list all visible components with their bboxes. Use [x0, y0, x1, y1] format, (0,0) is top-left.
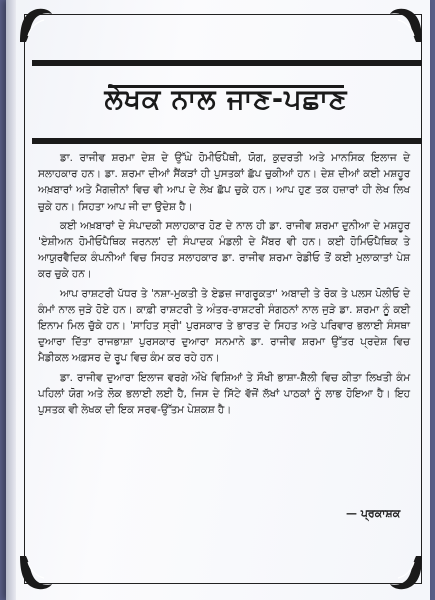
page-title: ਲੇਖਕ ਨਾਲ ਜਾਣ-ਪਛਾਣ — [46, 70, 406, 130]
publisher-signature: — ਪ੍ਰਕਾਸ਼ਕ — [346, 507, 401, 520]
title-rule-top — [32, 60, 422, 66]
book-page — [6, 0, 430, 600]
corner-flourish-icon — [386, 6, 426, 46]
paragraph: ਡਾ. ਰਾਜੀਵ ਦੁਆਰਾ ਇਲਾਜ ਵਰਗੇ ਔਖੇ ਵਿਸ਼ਿਆਂ ਤੇ ਸੌਖੀ ਭਾਸ਼ਾ-ਸ਼ੈਲੀ ਵਿਚ ਕੀਤਾ ਲਿਖਤੀ ਕੰਮ ਪਹਿਲਾਂ ਯੋਗ ਅਤੇ ਲੋਕ ਭਲਾਈ ਲਈ ਹੈ, ਜਿਸ ਦੇ ਸਿੱਟੇ ਵੱਜੋਂ ਲੱਖਾਂ ਪਾਠਕਾਂ ਨੂੰ ਲਾਭ ਹੋਇਆ ਹੈ। ਇਹ ਪੁਸਤਕ ਵੀ ਲੇਖਕ ਦੀ ਇਕ ਸਰਵ-ਉੱਤਮ ਪੇਸ਼ਕਸ਼ ਹੈ। — [38, 371, 410, 417]
corner-flourish-icon — [386, 552, 426, 592]
corner-flourish-icon — [16, 552, 56, 592]
corner-flourish-icon — [16, 6, 56, 46]
title-rule-bottom — [32, 138, 422, 144]
page-spine-shadow — [6, 0, 16, 600]
paragraph: ਕਈ ਅਖ਼ਬਾਰਾਂ ਦੇ ਸੰਪਾਦਕੀ ਸਲਾਹਕਾਰ ਹੋਣ ਦੇ ਨਾਲ ਹੀ ਡਾ. ਰਾਜੀਵ ਸ਼ਰਮਾ ਦੁਨੀਆ ਦੇ ਮਸ਼ਹੂਰ 'ਏਸ਼ੀਅਨ ਹੋਮੀਓਪੈਥਿਕ ਜਰਨਲ' ਦੀ ਸੰਪਾਦਕ ਮੰਡਲੀ ਦੇ ਮੈਂਬਰ ਵੀ ਹਨ। ਕਈ ਹੋਮਿਓਪੈਥਿਕ ਤੇ ਆਯੁਰਵੈਦਿਕ ਕੰਪਨੀਆਂ ਵਿਚ ਸਿਹਤ ਸਲਾਹਕਾਰ ਡਾ. ਰਾਜੀਵ ਸ਼ਰਮਾ ਰੇਡੀਓ ਤੋਂ ਕਈ ਮੁਲਾਕਾਤਾਂ ਪੇਸ਼ ਕਰ ਚੁਕੇ ਹਨ। — [38, 219, 410, 281]
paragraph: ਆਪ ਰਾਸ਼ਟਰੀ ਪੱਧਰ ਤੇ 'ਨਸ਼ਾ-ਮੁਕਤੀ ਤੇ ਏਡਜ਼ ਜਾਗਰੂਕਤਾ' ਅਬਾਦੀ ਤੇ ਰੋਕ ਤੇ ਪਲਸ ਪੋਲੀਓ ਦੇ ਕੰਮਾਂ ਨਾਲ ਜੁੜੇ ਹੋਏ ਹਨ। ਕਾਫ਼ੀ ਰਾਸ਼ਟਰੀ ਤੇ ਅੰਤਰ-ਰਾਸ਼ਟਰੀ ਸੰਗਠਨਾਂ ਨਾਲ ਜੁੜੇ ਡਾ. ਸ਼ਰਮਾ ਨੂੰ ਕਈ ਇਨਾਮ ਮਿਲ ਚੁੱਕੇ ਹਨ। 'ਸਾਹਿਤ ਸ੍ਰੀ' ਪੁਰਸਕਾਰ ਤੇ ਭਾਰਤ ਦੇ ਸਿਹਤ ਅਤੇ ਪਰਿਵਾਰ ਭਲਾਈ ਸੰਸਥਾ ਦੁਆਰਾ ਦਿੱਤਾ ਰਾਜਭਾਸ਼ਾ ਪੁਰਸਕਾਰ ਦੁਆਰਾ ਸਨਮਾਨੇ ਡਾ. ਰਾਜੀਵ ਸ਼ਰਮਾ ਉੱਤਰ ਪ੍ਰਦੇਸ਼ ਵਿਚ ਮੈਡੀਕਲ ਅਫ਼ਸਰ ਦੇ ਰੂਪ ਵਿਚ ਕੰਮ ਕਰ ਰਹੇ ਹਨ। — [38, 287, 410, 365]
paragraph: ਡਾ. ਰਾਜੀਵ ਸ਼ਰਮਾ ਦੇਸ਼ ਦੇ ਉੱਘੇ ਹੋਮੀਓਪੈਥੀ, ਯੋਗ, ਕੁਦਰਤੀ ਅਤੇ ਮਾਨਸਿਕ ਇਲਾਜ ਦੇ ਸਲਾਹਕਾਰ ਹਨ। ਡਾ. ਸ਼ਰਮਾ ਦੀਆਂ ਸੈਂਕੜਾਂ ਹੀ ਪੁਸਤਕਾਂ ਛੱਪ ਚੁਕੀਆਂ ਹਨ। ਦੇਸ਼ ਦੀਆਂ ਕਈ ਮਸ਼ਹੂਰ ਅਖ਼ਬਾਰਾਂ ਅਤੇ ਮੈਗਜ਼ੀਨਾਂ ਵਿਚ ਵੀ ਆਪ ਦੇ ਲੇਖ ਛੱਪ ਚੁਕੇ ਹਨ। ਆਪ ਹੁਣ ਤਕ ਹਜ਼ਾਰਾਂ ਹੀ ਲੇਖ ਲਿਖ ਚੁਕੇ ਹਨ। ਸਿਹਤਾ ਆਪ ਜੀ ਦਾ ਉਦੇਸ਼ ਹੈ। — [38, 152, 410, 213]
body-text — [38, 150, 410, 421]
